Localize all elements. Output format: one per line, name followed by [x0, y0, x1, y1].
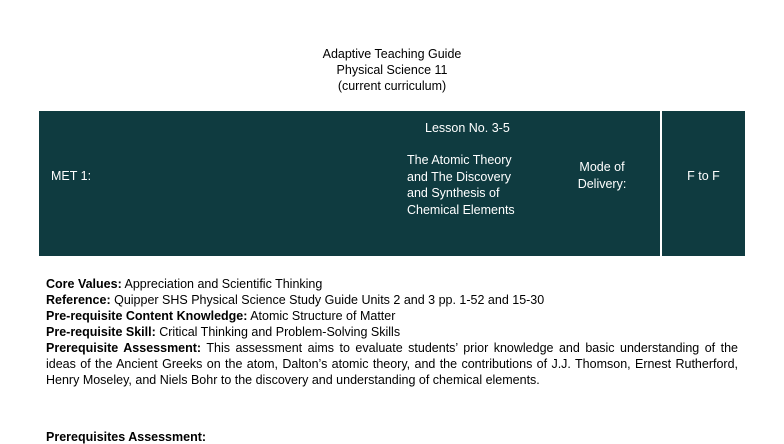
assessment-paragraph	[46, 340, 738, 388]
delivery-value: F to F	[687, 169, 720, 183]
curriculum-note: (current curriculum)	[337, 79, 447, 93]
topic-line: and The Discovery	[407, 169, 511, 184]
met-label: MET 1:	[51, 169, 92, 183]
topic-line: and Synthesis of	[407, 186, 500, 200]
core-values-line	[46, 276, 738, 292]
lesson-number: Lesson No. 3-5	[425, 121, 510, 135]
skill-line	[46, 324, 738, 340]
reference-label: Reference:	[46, 293, 111, 307]
lesson-banner	[39, 111, 745, 256]
subject-title: Physical Science 11	[336, 63, 448, 77]
skill-text: Critical Thinking and Problem-Solving Skills	[155, 325, 401, 339]
reference-text: Quipper SHS Physical Science Study Guide Units 2 and 3 pp. 1-52 and 15-30	[110, 293, 545, 307]
assessment-label: Prerequisite Assessment:	[46, 341, 202, 355]
mode-line: Mode of	[579, 160, 625, 174]
document-title: Adaptive Teaching Guide	[322, 47, 462, 61]
content-knowledge-label: Pre-requisite Content Knowledge:	[46, 309, 248, 323]
core-values-text: Appreciation and Scientific Thinking	[121, 277, 323, 291]
skill-label: Pre-requisite Skill:	[46, 325, 156, 339]
content-knowledge-line	[46, 308, 738, 324]
topic-line: Chemical Elements	[407, 202, 515, 217]
mode-of-delivery-label	[559, 159, 645, 193]
banner-divider	[660, 111, 662, 256]
lesson-details	[46, 276, 738, 388]
core-values-label: Core Values:	[46, 277, 122, 291]
mode-line: Delivery:	[577, 177, 627, 191]
document-title-block	[0, 46, 784, 94]
section-heading: Prerequisites Assessment:	[46, 430, 207, 444]
content-knowledge-text: Atomic Structure of Matter	[247, 309, 396, 323]
reference-line	[46, 292, 738, 308]
assessment-text: This assessment aims to evaluate students’ prior knowledge and basic understanding of the ideas of the Ancient Greeks on the atom, Dalton’s atomic theory, and the contributions of J.J. Thomson, Ernest Rutherford, Henry Moseley, and Niels Bohr to the discovery and understanding of chemical elements.	[46, 341, 738, 387]
lesson-topic	[407, 152, 515, 218]
topic-line: The Atomic Theory	[407, 153, 512, 167]
